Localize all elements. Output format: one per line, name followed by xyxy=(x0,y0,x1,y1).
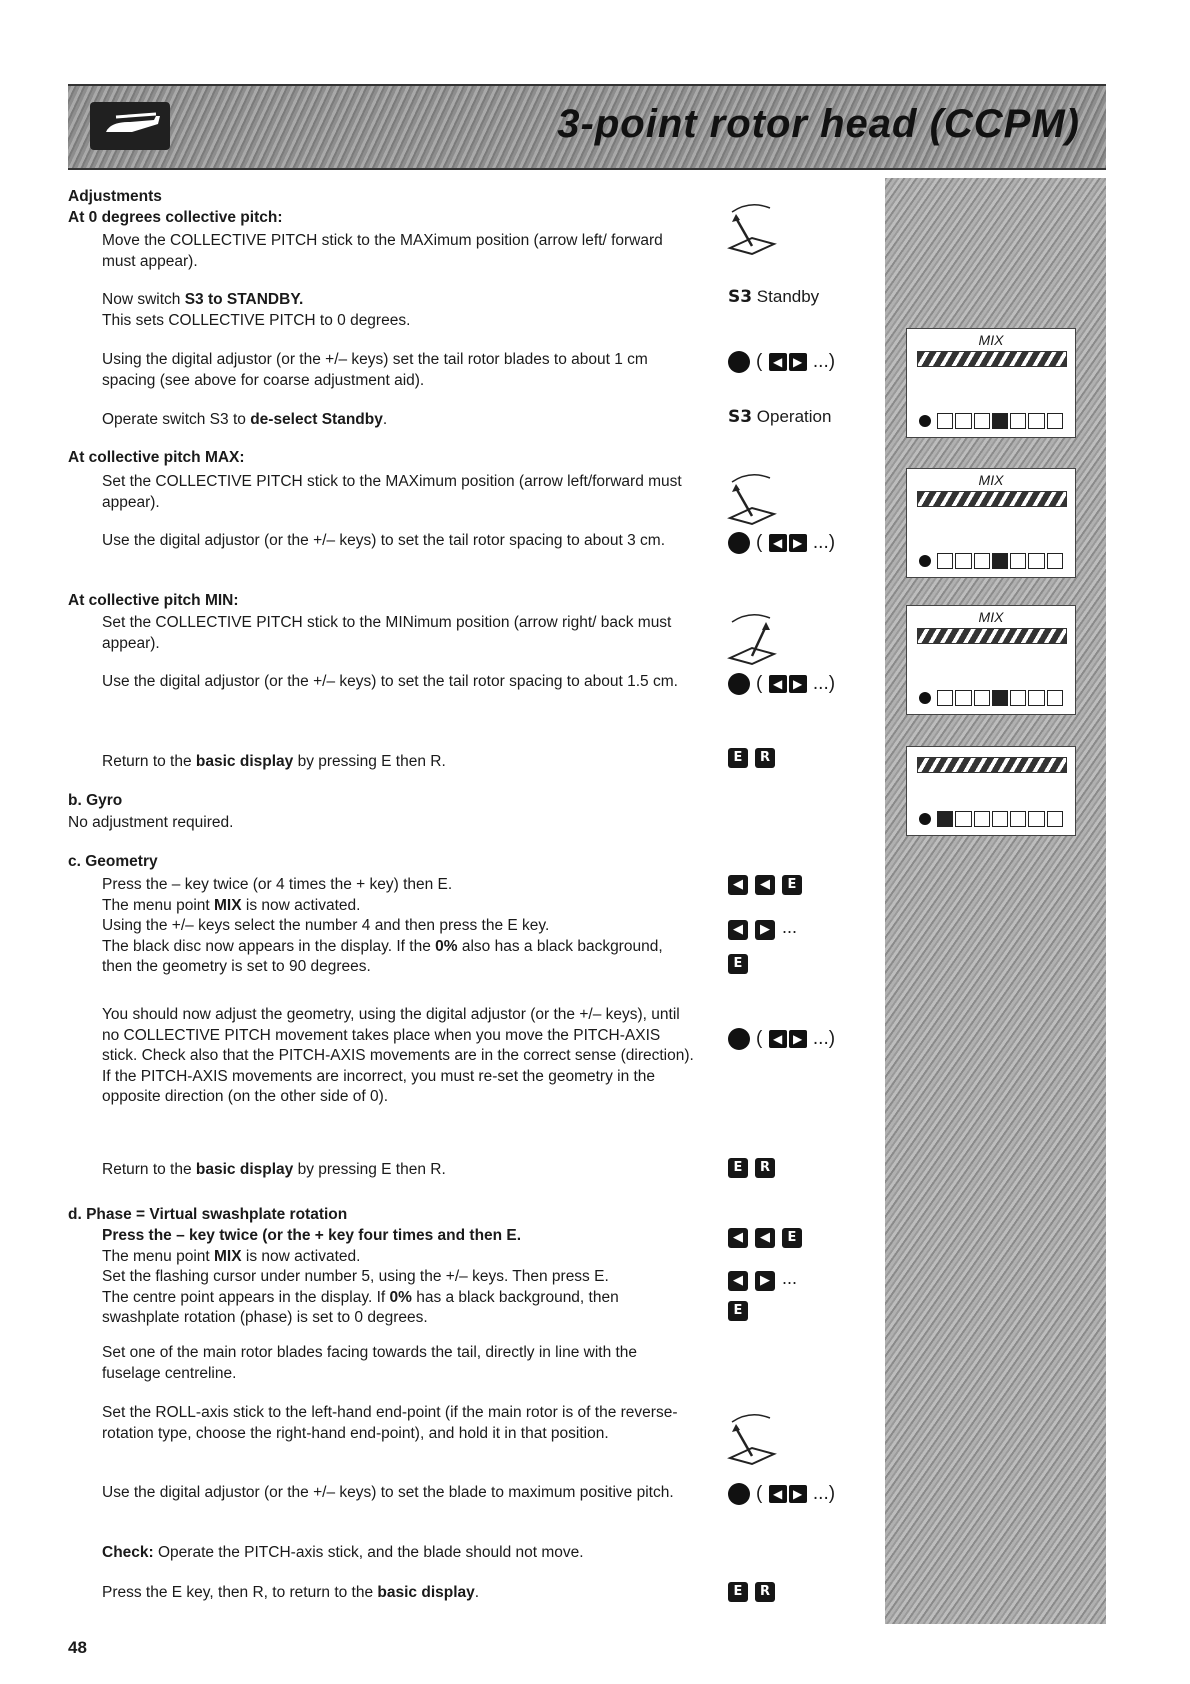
adjustor-knob-icon xyxy=(728,351,750,373)
s3-standby-label: S3 Standby xyxy=(728,287,820,307)
helicopter-icon xyxy=(90,102,170,150)
section-heading: Adjustments xyxy=(68,188,162,205)
digital-adjustor-symbol: ( ◀ ▶ ...) xyxy=(728,351,835,373)
section-heading: b. Gyro xyxy=(68,792,123,809)
key-sequence: ◀ ◀ E xyxy=(728,1228,809,1248)
digital-adjustor-symbol: ( ◀ ▶ ...) xyxy=(728,1028,835,1050)
s3-operation-label: S3 Operation xyxy=(728,407,832,427)
key-sequence: ◀ ▶ ... xyxy=(728,1268,797,1291)
paragraph: Press the – key twice (or the + key four times and then E. The menu point MIX is now activated. Set the flashing cursor under number 5, using the +/– keys. Then press E. The centre point appears in the display. If 0% has a black background, then swashplate rotation (phase) is set to 0 degrees. xyxy=(102,1227,619,1326)
lcd-display: MIX xyxy=(906,328,1076,438)
subsection-heading: At collective pitch MAX: xyxy=(68,449,245,466)
paragraph: Operate switch S3 to de-select Standby. xyxy=(102,411,388,428)
paragraph: Set the COLLECTIVE PITCH stick to the MINimum position (arrow right/ back must appear). xyxy=(102,614,672,652)
key-sequence: E R xyxy=(728,1158,782,1178)
paragraph: Now switch S3 to STANDBY. This sets COLLECTIVE PITCH to 0 degrees. xyxy=(102,291,411,329)
paragraph: Press the – key twice (or 4 times the + key) then E. The menu point MIX is now activated. Using the +/– keys select the number 4 and then press the E key. The black disc now appears in the display. If the 0% also has a black background, then the geometry is set to 90 degrees. xyxy=(102,876,663,975)
adjustor-knob-icon xyxy=(728,1483,750,1505)
paragraph: You should now adjust the geometry, using the digital adjustor (or the +/– keys), until no COLLECTIVE PITCH movement takes place when you move the PITCH-AXIS stick. Check also that the PITCH-AXIS movements are in the correct sense (direction). If the PITCH-AXIS movements are incorrect, you must re-set the geometry in the opposite direction (on the other side of 0). xyxy=(102,1006,694,1105)
digital-adjustor-symbol: ( ◀ ▶ ...) xyxy=(728,532,835,554)
paragraph: Set one of the main rotor blades facing towards the tail, directly in line with the fuselage centreline. xyxy=(102,1344,638,1382)
key-sequence: E R xyxy=(728,748,782,768)
section-heading: c. Geometry xyxy=(68,853,158,870)
stick-max-icon xyxy=(726,470,778,526)
paragraph: No adjustment required. xyxy=(68,814,234,831)
page-number: 48 xyxy=(68,1638,87,1657)
paragraph: Using the digital adjustor (or the +/– keys) set the tail rotor blades to about 1 cm spacing (see above for coarse adjustment aid). xyxy=(102,351,648,389)
adjustor-knob-icon xyxy=(728,532,750,554)
digital-adjustor-symbol: ( ◀ ▶ ...) xyxy=(728,1483,835,1505)
adjustor-knob-icon xyxy=(728,1028,750,1050)
paragraph: Set the COLLECTIVE PITCH stick to the MAXimum position (arrow left/forward must appear). xyxy=(102,473,682,511)
adjustor-knob-icon xyxy=(728,673,750,695)
paragraph: Use the digital adjustor (or the +/– keys) to set the tail rotor spacing to about 3 cm. xyxy=(102,532,666,549)
paragraph: Check: Operate the PITCH-axis stick, and the blade should not move. xyxy=(102,1544,584,1561)
paragraph: Return to the basic display by pressing E then R. xyxy=(102,1161,446,1178)
section-heading: d. Phase = Virtual swashplate rotation xyxy=(68,1206,348,1223)
paragraph: Use the digital adjustor (or the +/– keys) to set the blade to maximum positive pitch. xyxy=(102,1484,674,1501)
key-sequence: E xyxy=(728,1301,755,1321)
paragraph: Use the digital adjustor (or the +/– keys) to set the tail rotor spacing to about 1.5 cm. xyxy=(102,673,678,690)
subsection-heading: At collective pitch MIN: xyxy=(68,592,239,609)
stick-roll-icon xyxy=(726,1410,778,1466)
paragraph: Move the COLLECTIVE PITCH stick to the MAXimum position (arrow left/ forward must appear). xyxy=(102,232,663,270)
key-sequence: ◀ ◀ E xyxy=(728,875,809,895)
lcd-display-basic xyxy=(906,746,1076,836)
key-sequence: E R xyxy=(728,1582,782,1602)
stick-max-icon xyxy=(726,200,778,256)
paragraph: Press the E key, then R, to return to the basic display. xyxy=(102,1584,480,1601)
lcd-display: MIX xyxy=(906,468,1076,578)
page-title: 3-point rotor head (CCPM) xyxy=(557,102,1080,146)
lcd-display: MIX xyxy=(906,605,1076,715)
key-sequence: E xyxy=(728,954,755,974)
subsection-heading: At 0 degrees collective pitch: xyxy=(68,209,283,226)
paragraph: Set the ROLL-axis stick to the left-hand end-point (if the main rotor is of the reverse-rotation type, choose the right-hand end-point), and hold it in that position. xyxy=(102,1404,678,1442)
paragraph: Return to the basic display by pressing E then R. xyxy=(102,753,446,770)
digital-adjustor-symbol: ( ◀ ▶ ...) xyxy=(728,673,835,695)
stick-min-icon xyxy=(726,610,778,666)
key-sequence: ◀ ▶ ... xyxy=(728,917,797,940)
chapter-header xyxy=(68,84,1106,170)
